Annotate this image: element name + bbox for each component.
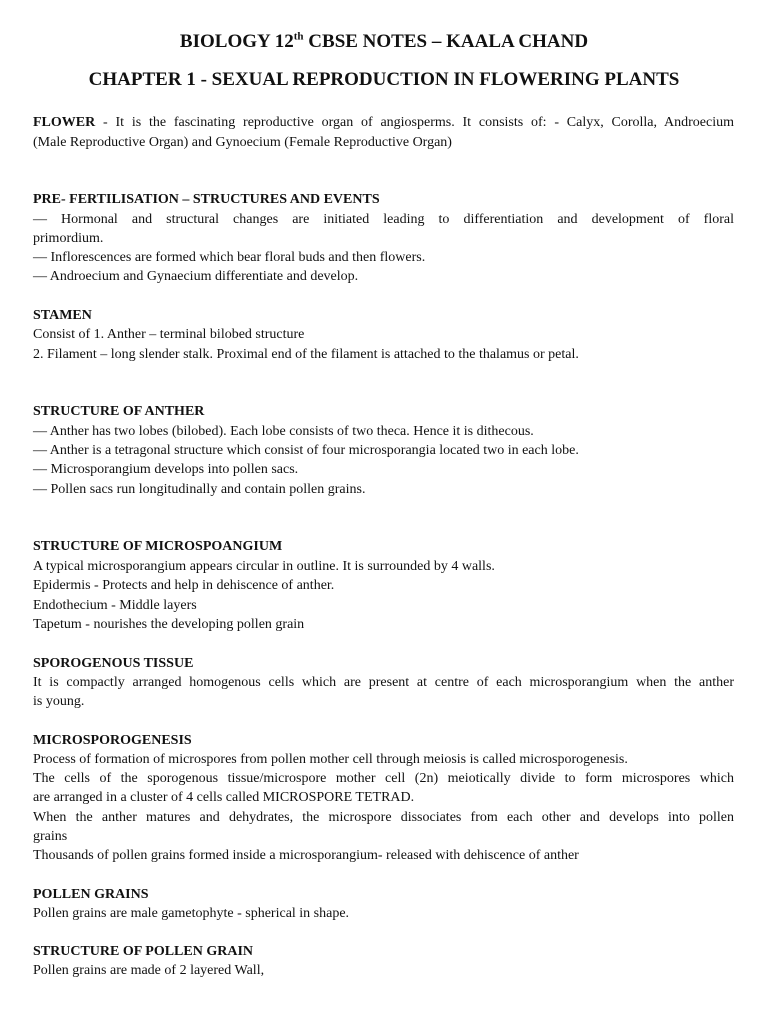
chapter-title: CHAPTER 1 - SEXUAL REPRODUCTION IN FLOWERING PLANTS bbox=[88, 69, 680, 90]
paragraph-line: Pollen grains are made of 2 layered Wall, bbox=[33, 963, 265, 978]
section-heading-anther: STRUCTURE OF ANTHER bbox=[33, 404, 205, 419]
flower-definition-line-1: FLOWER - It is the fascinating reproductive organ of angiosperms. It consists of: - Calyx, Corolla, Androecium bbox=[33, 115, 734, 130]
paragraph-line: are arranged in a cluster of 4 cells called MICROSPORE TETRAD. bbox=[33, 790, 415, 805]
paragraph-line: — Hormonal and structural changes are initiated leading to differentiation and development of floral bbox=[33, 212, 734, 227]
section-heading-pollen-grains: POLLEN GRAINS bbox=[33, 887, 149, 902]
paragraph-line: Endothecium - Middle layers bbox=[33, 598, 197, 613]
flower-term: FLOWER bbox=[33, 115, 96, 130]
title-superscript: th bbox=[293, 30, 304, 43]
flower-definition-line-2: (Male Reproductive Organ) and Gynoecium (Female Reproductive Organ) bbox=[33, 135, 452, 150]
bullet-line: — Pollen sacs run longitudinally and contain pollen grains. bbox=[33, 482, 366, 497]
paragraph-line: Epidermis - Protects and help in dehiscence of anther. bbox=[33, 578, 335, 593]
section-heading-stamen: STAMEN bbox=[33, 308, 92, 323]
section-heading-pollen-structure: STRUCTURE OF POLLEN GRAIN bbox=[33, 944, 254, 959]
paragraph-line: When the anther matures and dehydrates, the microspore dissociates from each other and develops into pollen bbox=[33, 810, 734, 825]
paragraph-line: Process of formation of microspores from pollen mother cell through meiosis is called microsporogenesis. bbox=[33, 752, 628, 767]
paragraph-line: It is compactly arranged homogenous cells which are present at centre of each microsporangium when the anther bbox=[33, 675, 734, 690]
section-heading-microsporangium: STRUCTURE OF MICROSPOANGIUM bbox=[33, 539, 283, 554]
paragraph-line: Tapetum - nourishes the developing pollen grain bbox=[33, 617, 305, 632]
document-title: BIOLOGY 12th CBSE NOTES – KAALA CHAND bbox=[179, 30, 589, 52]
paragraph-line: grains bbox=[33, 829, 68, 844]
paragraph-line: primordium. bbox=[33, 231, 104, 246]
section-heading-sporogenous: SPOROGENOUS TISSUE bbox=[33, 656, 194, 671]
paragraph-line: Consist of 1. Anther – terminal bilobed structure bbox=[33, 327, 305, 342]
bullet-line: — Anther is a tetragonal structure which consist of four microsporangia located two in each lobe. bbox=[33, 443, 579, 458]
paragraph-line: 2. Filament – long slender stalk. Proximal end of the filament is attached to the thalamus or petal. bbox=[33, 347, 579, 362]
bullet-line: — Anther has two lobes (bilobed). Each lobe consists of two theca. Hence it is dithecous. bbox=[33, 424, 534, 439]
paragraph-line: is young. bbox=[33, 694, 85, 709]
paragraph-line: — Inflorescences are formed which bear floral buds and then flowers. bbox=[33, 250, 426, 265]
paragraph-line: A typical microsporangium appears circular in outline. It is surrounded by 4 walls. bbox=[33, 559, 495, 574]
paragraph-line: Pollen grains are male gametophyte - spherical in shape. bbox=[33, 906, 350, 921]
paragraph-line: Thousands of pollen grains formed inside a microsporangium- released with dehiscence of anther bbox=[33, 848, 579, 863]
paragraph-line: The cells of the sporogenous tissue/microspore mother cell (2n) meiotically divide to form microspores which bbox=[33, 771, 734, 786]
section-heading-microsporogenesis: MICROSPOROGENESIS bbox=[33, 733, 192, 748]
bullet-line: — Microsporangium develops into pollen sacs. bbox=[33, 462, 299, 477]
paragraph-line: — Androecium and Gynaecium differentiate and develop. bbox=[33, 269, 359, 284]
section-heading-pre-fertilisation: PRE- FERTILISATION – STRUCTURES AND EVENTS bbox=[33, 192, 380, 207]
